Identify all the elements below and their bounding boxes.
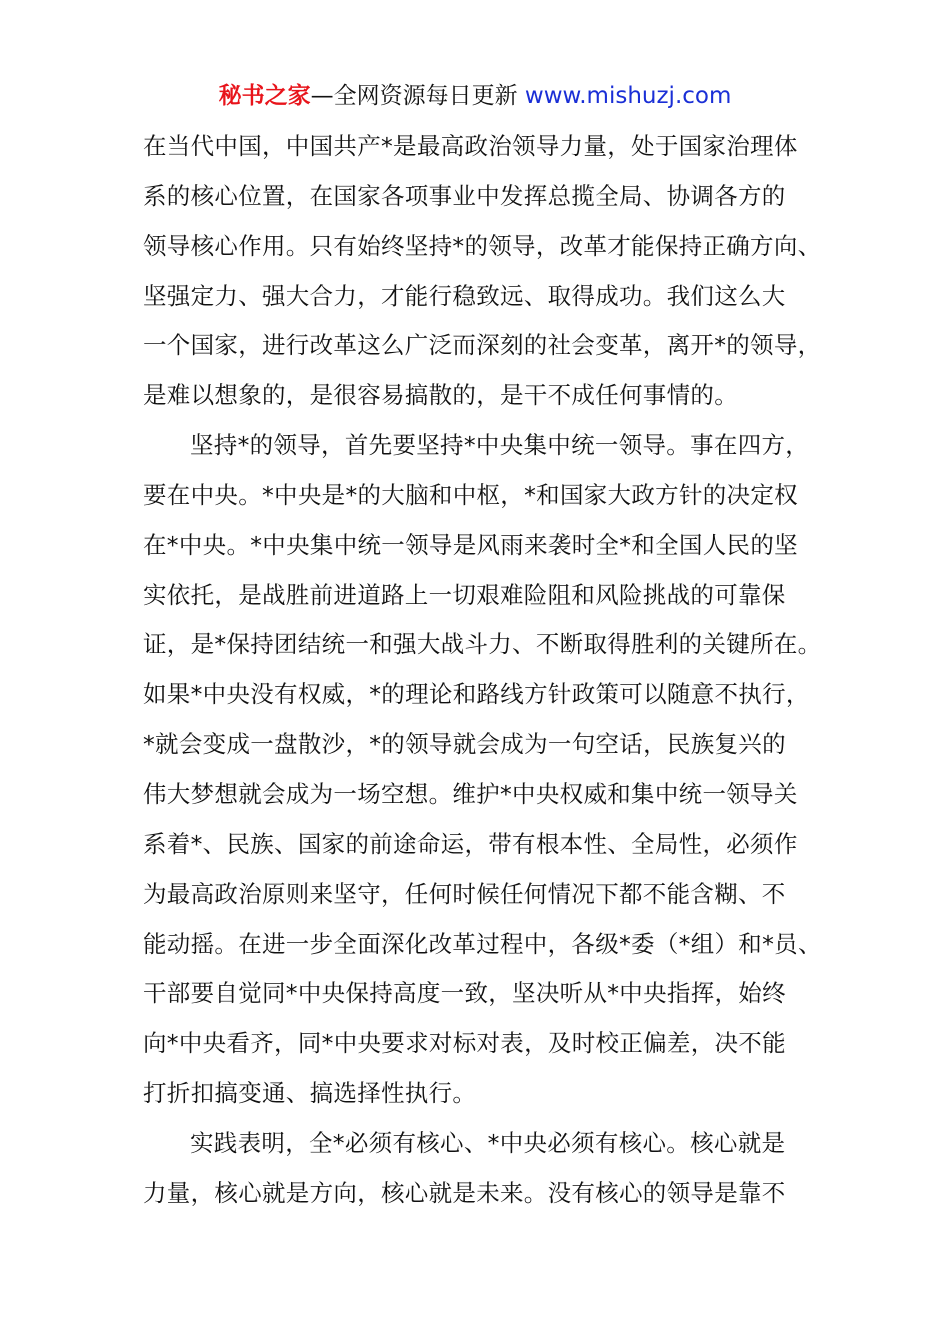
text-line: 向*中央看齐，同*中央要求对标对表，及时校正偏差，决不能 (143, 1029, 786, 1058)
text-line: 如果*中央没有权威，*的理论和路线方针政策可以随意不执行， (143, 680, 810, 709)
text-line: 坚强定力、强大合力，才能行稳致远、取得成功。我们这么大 (143, 281, 786, 310)
brand-name: 秘书之家 (218, 83, 311, 109)
text-line: 能动摇。在进一步全面深化改革过程中，各级*委（*组）和*员、 (143, 929, 822, 958)
text-line: 实依托，是战胜前进道路上一切艰难险阻和风险挑战的可靠保 (143, 580, 786, 609)
text-line: 领导核心作用。只有始终坚持*的领导，改革才能保持正确方向、 (143, 231, 822, 260)
text-line: 证，是*保持团结统一和强大战斗力、不断取得胜利的关键所在。 (143, 630, 822, 659)
website-link[interactable]: www.mishuzj.com (524, 83, 732, 109)
text-line: 打折扣搞变通、搞选择性执行。 (143, 1079, 477, 1108)
text-line: 伟大梦想就会成为一场空想。维护*中央权威和集中统一领导关 (143, 779, 798, 808)
page-header (0, 80, 950, 112)
text-line: 干部要自觉同*中央保持高度一致，坚决听从*中央指挥，始终 (143, 979, 786, 1008)
text-line: 一个国家，进行改革这么广泛而深刻的社会变革，离开*的领导， (143, 331, 822, 360)
text-line: 系着*、民族、国家的前途命运，带有根本性、全局性，必须作 (143, 829, 798, 858)
text-line: *就会变成一盘散沙，*的领导就会成为一句空话，民族复兴的 (143, 730, 786, 759)
text-line: 在*中央。*中央集中统一领导是风雨来袭时全*和全国人民的坚 (143, 530, 798, 559)
header-tagline: —全网资源每日更新 (310, 83, 525, 109)
text-line: 力量，核心就是方向，核心就是未来。没有核心的领导是靠不 (143, 1178, 786, 1207)
text-line: 在当代中国，中国共产*是最高政治领导力量，处于国家治理体 (143, 132, 798, 160)
text-line: 是难以想象的，是很容易搞散的，是干不成任何事情的。 (143, 381, 738, 410)
text-line: 为最高政治原则来坚守，任何时候任何情况下都不能含糊、不 (143, 879, 786, 908)
text-line: 坚持*的领导，首先要坚持*中央集中统一领导。事在四方， (190, 431, 810, 460)
body-text (143, 122, 833, 1219)
text-line: 系的核心位置，在国家各项事业中发挥总揽全局、协调各方的 (143, 181, 786, 210)
text-line: 实践表明，全*必须有核心、*中央必须有核心。核心就是 (190, 1128, 786, 1157)
text-line: 要在中央。*中央是*的大脑和中枢，*和国家大政方针的决定权 (143, 480, 798, 509)
